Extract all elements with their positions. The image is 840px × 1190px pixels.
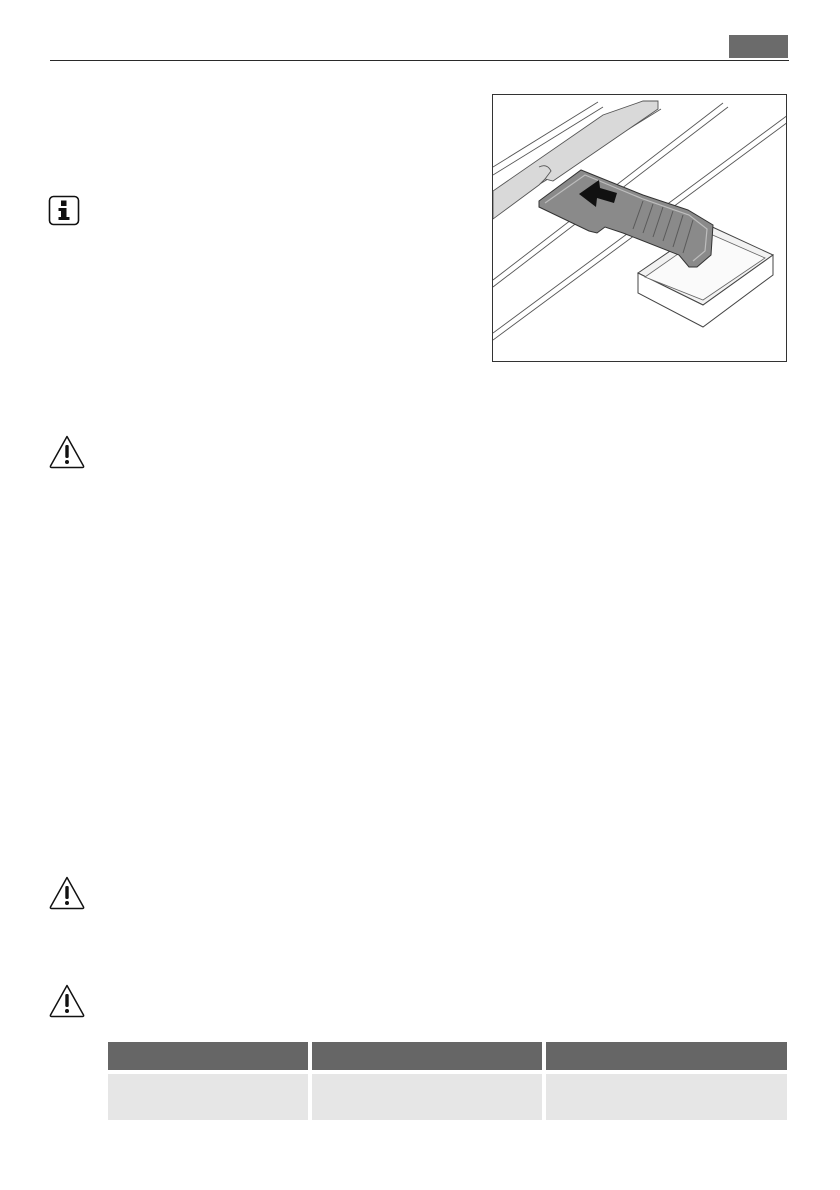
table-cell — [108, 1074, 308, 1120]
warning-icon — [48, 875, 86, 911]
product-illustration — [492, 94, 787, 362]
table-header-row — [108, 1042, 787, 1070]
table-row — [108, 1074, 787, 1120]
table-header-cell — [108, 1042, 308, 1070]
table-cell — [312, 1074, 542, 1120]
drawer-rail-illustration — [493, 95, 787, 362]
info-table — [104, 1042, 791, 1120]
header-rule — [50, 60, 789, 61]
table-header-cell — [546, 1042, 787, 1070]
table-header-cell — [312, 1042, 542, 1070]
warning-icon — [48, 983, 86, 1019]
table-cell — [546, 1074, 787, 1120]
warning-icon — [48, 434, 86, 470]
info-icon — [48, 195, 80, 226]
section-tab — [729, 35, 788, 58]
